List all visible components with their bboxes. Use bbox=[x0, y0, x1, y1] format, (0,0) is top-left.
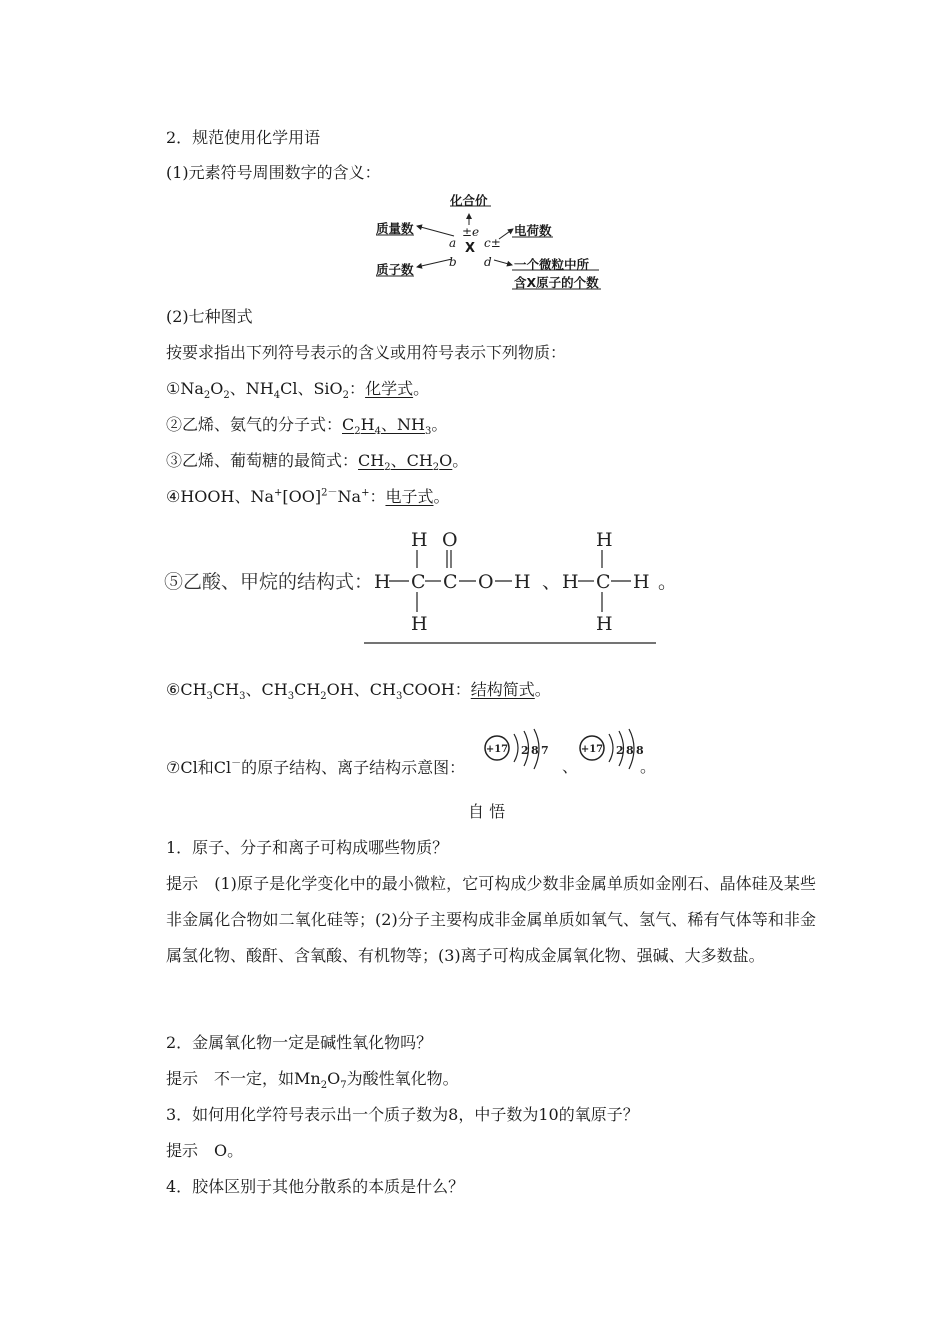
item-1-prefix: ① bbox=[166, 379, 181, 398]
answer-2 bbox=[166, 1069, 459, 1092]
methane-c: C bbox=[596, 571, 611, 593]
item-1-na: Na bbox=[180, 379, 204, 398]
symbol-d: d bbox=[484, 255, 492, 269]
item-1-nh: 、NH bbox=[229, 379, 274, 398]
acid-h-right: H bbox=[514, 571, 531, 593]
item-6-sub: 3 bbox=[395, 691, 403, 703]
item-6-sub: 3 bbox=[287, 691, 295, 703]
item-3-answer bbox=[358, 451, 453, 474]
item-2-end: 。 bbox=[431, 415, 448, 434]
question-3: 3．如何用化学符号表示出一个质子数为8，中子数为10的氧原子？ bbox=[166, 1105, 639, 1124]
answer-3: 提示 O。 bbox=[166, 1141, 244, 1160]
subsection-1-title: (1)元素符号周围数字的含义： bbox=[166, 163, 381, 182]
item-6-text: CH bbox=[212, 680, 240, 699]
element-symbol-diagram bbox=[370, 193, 610, 293]
methane-h-right: H bbox=[633, 571, 650, 593]
label-charge: 电荷数 bbox=[514, 223, 552, 238]
item-2 bbox=[166, 415, 448, 438]
label-atom-count-1: 一个微粒中所 bbox=[514, 257, 590, 272]
section-heading: 2．规范使用化学用语 bbox=[166, 128, 321, 147]
acid-h-top: H bbox=[411, 529, 428, 551]
item-6-sub: 3 bbox=[239, 691, 246, 703]
methane-h-left: H bbox=[562, 571, 579, 593]
item-6-text: CH bbox=[294, 680, 321, 699]
atom-nucleus: +17 bbox=[485, 744, 509, 755]
acid-h-left: H bbox=[374, 571, 391, 593]
answer-2-sub: 7 bbox=[340, 1080, 347, 1092]
acid-c1: C bbox=[411, 571, 426, 593]
item-5-prefix: ⑤乙酸、甲烷的结构式： bbox=[164, 571, 374, 593]
atom-shell-2: 8 bbox=[531, 744, 539, 757]
cl-atom-diagram bbox=[485, 729, 549, 769]
answer-2-text: O bbox=[327, 1069, 341, 1088]
answer-2-text: 为酸性氧化物。 bbox=[346, 1069, 459, 1088]
item-4-sup: + bbox=[361, 487, 370, 499]
item-4-prefix: ④HOOH、Na bbox=[166, 487, 275, 506]
item-2-sub: 3 bbox=[424, 426, 432, 438]
item-5-end: 。 bbox=[658, 571, 678, 593]
item-6-text: COOH： bbox=[402, 680, 471, 699]
acid-o: O bbox=[478, 571, 494, 593]
item-2-h: H bbox=[360, 415, 375, 434]
item-6-text: 、CH bbox=[245, 680, 288, 699]
symbol-b: b bbox=[449, 255, 457, 269]
answer-2-sub: 2 bbox=[320, 1080, 328, 1092]
item-1-sub: 2 bbox=[223, 390, 230, 402]
atom-shell-1: 2 bbox=[521, 744, 529, 757]
item-6 bbox=[166, 680, 551, 703]
ion-nucleus: +17 bbox=[580, 744, 604, 755]
item-6-sub: 2 bbox=[320, 691, 327, 703]
symbol-a: a bbox=[449, 236, 457, 250]
acid-h-bottom: H bbox=[411, 613, 428, 635]
item-2-sub: 2 bbox=[354, 426, 361, 438]
atom-shell-3: 7 bbox=[541, 744, 549, 757]
ion-shell-1: 2 bbox=[616, 744, 624, 757]
item-3-sub: 2 bbox=[432, 462, 440, 474]
symbol-e: ±e bbox=[462, 225, 480, 239]
item-6-text: OH、CH bbox=[326, 680, 396, 699]
item-4-colon: ： bbox=[369, 487, 386, 506]
item-7 bbox=[166, 758, 465, 778]
item-2-nh: 、NH bbox=[380, 415, 425, 434]
item-6-answer: 结构简式 bbox=[470, 680, 535, 699]
item-2-c: C bbox=[342, 415, 355, 434]
item-6-end: 。 bbox=[534, 680, 551, 699]
symbol-x: X bbox=[465, 241, 476, 256]
item-7-prefix: ⑦Cl和Cl bbox=[166, 758, 232, 777]
acid-o-top: O bbox=[442, 529, 458, 551]
methane-h-bottom: H bbox=[596, 613, 613, 635]
item-7-text: 的原子结构、离子结构示意图： bbox=[241, 758, 466, 777]
item-4-sup: 2－ bbox=[321, 487, 338, 499]
item-7-separator: 、 bbox=[562, 757, 579, 776]
item-4-bracket: [OO] bbox=[282, 487, 322, 506]
item-1-sub: 2 bbox=[342, 390, 350, 402]
acid-c2: C bbox=[443, 571, 458, 593]
question-1: 1．原子、分子和离子可构成哪些物质？ bbox=[166, 838, 449, 857]
item-2-sub: 4 bbox=[374, 426, 381, 438]
item-1-end: 。 bbox=[413, 379, 430, 398]
item-7-end: 。 bbox=[640, 757, 657, 776]
item-1-sub: 4 bbox=[273, 390, 281, 402]
item-1-sub: 2 bbox=[203, 390, 211, 402]
item-2-answer bbox=[342, 415, 432, 438]
item-4 bbox=[166, 487, 450, 507]
atom-structure-diagrams bbox=[480, 728, 657, 780]
answer-1: 提示 (1)原子是化学变化中的最小微粒，它可构成少数非金属单质如金刚石、晶体硅及某些非金属化合物如二氧化硅等；(2)分子主要构成非金属单质如氧气、氢气、稀有气体等和非金属氢化物、酸酐、含氧酸、有机物等；(3)离子可构成金属氧化物、强碱、大多数盐。 bbox=[166, 874, 816, 965]
cl-ion-diagram bbox=[580, 729, 644, 769]
item-6-sub: 3 bbox=[206, 691, 213, 703]
item-3-ch: 、CH bbox=[390, 451, 433, 470]
item-4-na: Na bbox=[337, 487, 362, 506]
question-2: 2．金属氧化物一定是碱性氧化物吗？ bbox=[166, 1033, 433, 1052]
label-atom-count-2: 含X原子的个数 bbox=[514, 275, 599, 290]
item-5-separator: 、 bbox=[542, 571, 562, 593]
methane-h-top: H bbox=[596, 529, 613, 551]
item-4-answer: 电子式 bbox=[385, 487, 434, 506]
item-2-prefix: ②乙烯、氨气的分子式： bbox=[166, 415, 343, 434]
item-3-prefix: ③乙烯、葡萄糖的最简式： bbox=[166, 451, 359, 470]
label-mass-number: 质量数 bbox=[376, 221, 414, 236]
label-valence: 化合价 bbox=[450, 193, 488, 208]
structural-formula-diagram bbox=[164, 524, 684, 648]
answer-2-text: 提示 不一定，如Mn bbox=[166, 1069, 321, 1088]
item-7-sup: － bbox=[231, 758, 242, 770]
item-1-o: O bbox=[210, 379, 224, 398]
item-1-answer: 化学式 bbox=[365, 379, 414, 398]
item-3-o: O bbox=[439, 451, 453, 470]
question-4: 4．胶体区别于其他分散系的本质是什么？ bbox=[166, 1177, 465, 1196]
item-3 bbox=[166, 451, 469, 474]
item-3-ch: CH bbox=[358, 451, 385, 470]
ion-shell-2: 8 bbox=[626, 744, 634, 757]
item-6-text: ⑥CH bbox=[166, 680, 207, 699]
item-4-sup: + bbox=[274, 487, 283, 499]
label-proton-number: 质子数 bbox=[376, 262, 414, 277]
item-3-sub: 2 bbox=[384, 462, 391, 474]
item-4-end: 。 bbox=[433, 487, 450, 506]
ion-shell-3: 8 bbox=[636, 744, 644, 757]
item-1-cl-sio: Cl、SiO bbox=[280, 379, 343, 398]
item-1 bbox=[166, 379, 430, 402]
atom-ion-diagram bbox=[480, 728, 657, 780]
item-5 bbox=[164, 524, 684, 648]
subsection-2-title: (2)七种图式 bbox=[166, 307, 253, 326]
item-1-colon: ： bbox=[349, 379, 366, 398]
item-3-end: 。 bbox=[452, 451, 469, 470]
symbol-c: c± bbox=[484, 236, 501, 250]
instruction-text: 按要求指出下列符号表示的含义或用符号表示下列物质： bbox=[166, 343, 567, 362]
self-reflection-heading: 自 悟 bbox=[468, 802, 506, 821]
